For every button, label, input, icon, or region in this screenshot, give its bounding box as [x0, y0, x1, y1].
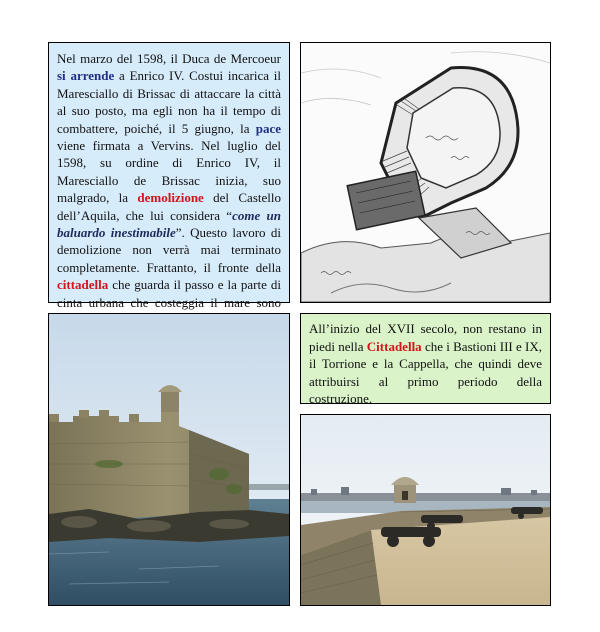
terrace-photo-drawing: [301, 415, 550, 605]
text-segment: che guarda il passo e la parte di cinta urbana che costeggia il mare sono: [57, 277, 281, 310]
terrace-cannons-photo: [300, 414, 551, 606]
keyword-si-arrende: si arrende: [57, 68, 115, 84]
text-segment: viene firmata a Vervins. Nel luglio del 1598, su ordine di Enrico IV, il Maresciallo de Brissac inizia, suo malgrado, la: [57, 138, 281, 206]
citadel-text-box: [300, 313, 551, 407]
keyword-cittadella-cap: Cittadella: [366, 338, 422, 354]
text-segment: che i Bastioni III e IX, il Torrione e la Cappella, che quindi deve attribuirsi al primo periodo della costruzione.: [309, 338, 542, 407]
quote-baluardo: come un baluardo inestimabile: [57, 207, 281, 241]
text-segment: ”. Questo lavoro di demolizione non verrà mai terminato completamente. Frattanto, il fronte della: [57, 225, 282, 275]
fortress-photo-drawing: [49, 314, 289, 605]
keyword-demolizione: demolizione: [137, 190, 204, 206]
text-segment: Nel marzo del 1598, il Duca de Mercoeur: [57, 51, 281, 66]
keyword-pace: pace: [255, 120, 281, 136]
history-text-box: [48, 42, 290, 310]
text-segment: a Enrico IV. Costui incarica il Maresciallo di Brissac di attaccare la città al suo posto, ma egli non ha il tempo di combattere, poiché, il 5 giugno, la: [57, 68, 281, 136]
map-drawing: [301, 43, 550, 302]
fortress-sea-photo: [48, 313, 290, 606]
keyword-cittadella: cittadella: [57, 277, 109, 293]
text-segment: del Castello dell’Aquila, che lui considera “: [57, 190, 281, 223]
text-segment: All’inizio del XVII secolo, non restano in piedi nella: [309, 321, 542, 354]
historical-map-image: [300, 42, 551, 303]
